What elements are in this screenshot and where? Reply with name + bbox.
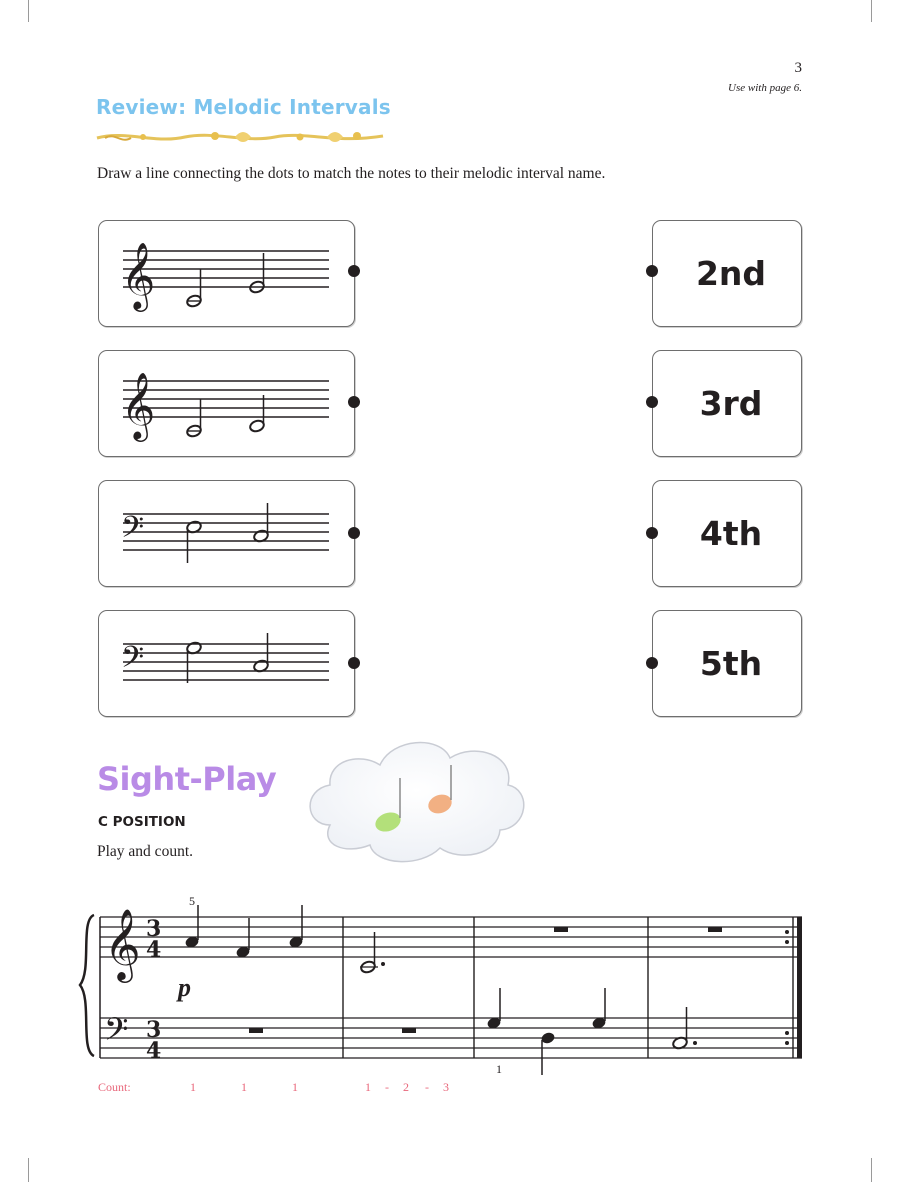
count-beat: 3	[443, 1080, 449, 1094]
count-beat: 1	[190, 1080, 196, 1094]
staff-card-4	[98, 610, 355, 717]
connect-dot-right-3[interactable]	[646, 527, 658, 539]
review-title: Review: Melodic Intervals	[96, 95, 391, 119]
svg-text:3: 3	[146, 916, 162, 942]
fingering-treble: 5	[189, 894, 195, 908]
crop-mark	[28, 0, 29, 22]
interval-card-2nd	[652, 220, 802, 327]
bass-staff	[99, 611, 354, 716]
connect-dot-right-2[interactable]	[646, 396, 658, 408]
crop-mark	[871, 0, 872, 22]
svg-text:4: 4	[146, 937, 162, 963]
connect-dot-right-4[interactable]	[646, 657, 658, 669]
bass-staff	[99, 481, 354, 586]
count-label: Count:	[98, 1080, 131, 1094]
interval-name: 3rd	[699, 384, 763, 423]
connect-dot-left-3[interactable]	[348, 527, 360, 539]
treble-clef-icon: 𝄞	[121, 241, 156, 309]
count-beat: 1	[292, 1080, 298, 1094]
treble-clef-icon: 𝄞	[104, 907, 141, 980]
sight-play-title: Sight-Play	[97, 760, 277, 798]
bass-clef-icon: 𝄢	[121, 641, 145, 682]
interval-card-3rd	[652, 350, 802, 457]
bass-clef-icon: 𝄢	[121, 511, 145, 552]
treble-clef-icon: 𝄞	[121, 371, 156, 439]
play-instruction: Play and count.	[97, 843, 193, 860]
fingering-bass: 1	[496, 1062, 502, 1076]
crop-mark	[871, 1158, 872, 1182]
cloud-notes-illustration	[300, 730, 530, 870]
interval-name: 2nd	[695, 254, 767, 293]
staff-card-2	[98, 350, 355, 457]
interval-card-4th	[652, 480, 802, 587]
count-beat: 1	[365, 1080, 371, 1094]
interval-name: 4th	[699, 514, 763, 553]
connect-dot-left-4[interactable]	[348, 657, 360, 669]
svg-text:3: 3	[146, 1017, 162, 1043]
count-beat: 2	[403, 1080, 409, 1094]
grand-staff	[0, 880, 900, 1080]
page-number: 3	[794, 60, 802, 76]
connect-dot-left-2[interactable]	[348, 396, 360, 408]
treble-staff	[99, 351, 354, 456]
crop-mark	[28, 1158, 29, 1182]
interval-name: 5th	[699, 644, 763, 683]
bass-clef-icon: 𝄢	[104, 1011, 129, 1055]
staff-card-3	[98, 480, 355, 587]
count-dash: -	[385, 1080, 389, 1094]
instructions: Draw a line connecting the dots to match the notes to their melodic interval name.	[97, 165, 606, 182]
dynamic-marking: p	[178, 973, 191, 1002]
use-with-note: Use with page 6.	[728, 82, 802, 94]
gold-ornament-icon	[95, 126, 385, 148]
connect-dot-right-1[interactable]	[646, 265, 658, 277]
interval-card-5th	[652, 610, 802, 717]
count-dash: -	[425, 1080, 429, 1094]
staff-card-1	[98, 220, 355, 327]
connect-dot-left-1[interactable]	[348, 265, 360, 277]
count-beat: 1	[241, 1080, 247, 1094]
position-label: C POSITION	[98, 814, 186, 830]
svg-text:4: 4	[146, 1038, 162, 1064]
treble-staff	[99, 221, 354, 326]
